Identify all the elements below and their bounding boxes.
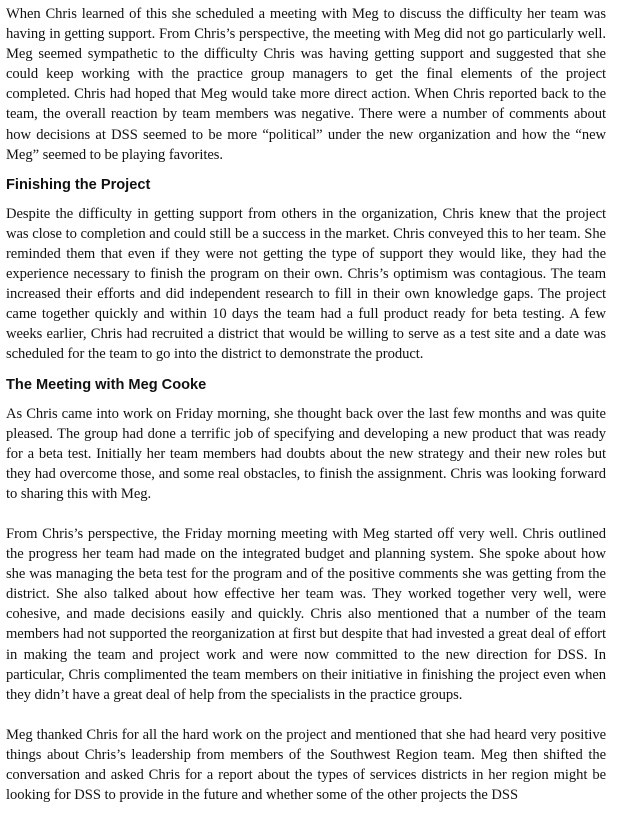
section-paragraph: Meg thanked Chris for all the hard work on the project and mentioned that she had heard very positive things about Chris’s leadership from members of the Southwest Region team. Meg then shifted the conversation and asked Chris for a report about the types of services districts in her region might be looking for DSS to provide in the future and whether some of the other projects the DSS [6,726,606,804]
section-meeting-with-meg-cooke [6,375,606,806]
intro-paragraph: When Chris learned of this she scheduled a meeting with Meg to discuss the difficulty her team was having in getting support. From Chris’s perspective, the meeting with Meg did not go particularly well. Meg seemed sympathetic to the difficulty Chris was having getting support and suggested that she could keep working with the practice group managers to get the final elements of the project completed. Chris had hoped that Meg would take more direct action. When Chris reported back to the team, the overall reaction by team members was negative. There were a number of comments about how decisions at DSS seemed to be more “political” under the new organization and how the “new Meg” seemed to be playing favorites. [6,6,606,163]
section-heading: The Meeting with Meg Cooke [6,376,207,393]
section-paragraph: Despite the difficulty in getting support from others in the organization, Chris knew that the project was close to completion and could still be a success in the market. Chris conveyed this to her team. She reminded them that even if they were not getting the type of support they would like, they had the experience necessary to finish the program on their own. Chris’s optimism was contagious. The team increased their efforts and did independent research to fill in their own knowledge gaps. The project came together quickly and within 10 days the team had a full product ready for beta testing. A few weeks earlier, Chris had recruited a district that would be willing to serve as a test site and a date was scheduled for the team to go into the district to demonstrate the product. [6,205,606,363]
section-paragraph: As Chris came into work on Friday morning, she thought back over the last few months and was quite pleased. The group had done a terrific job of specifying and developing a new product that was ready for a beta test. Initially her team members had doubts about the new strategy and their new roles but they had overcome those, and some real obstacles, to finish the assignment. Chris was looking forward to sharing this with Meg. [6,405,606,502]
document-page [6,4,606,805]
section-paragraph: From Chris’s perspective, the Friday morning meeting with Meg started off very well. Chris outlined the progress her team had made on the integrated budget and planning system. She spoke about how she was managing the beta test for the program and of the positive comments she was getting from the district. She also talked about how effective her team was. They worked together very well, were cohesive, and made decisions easily and quickly. Chris also mentioned that a number of the team members had not supported the reorganization at first but despite that had invested a great deal of effort in making the team and project work and were now committed to the new direction for DSS. In particular, Chris complimented the team members on their initiative in finishing the project even when they didn’t have a great deal of help from the specialists in the practice groups. [6,525,606,703]
section-heading: Finishing the Project [6,176,151,193]
section-finishing-the-project [6,175,606,365]
